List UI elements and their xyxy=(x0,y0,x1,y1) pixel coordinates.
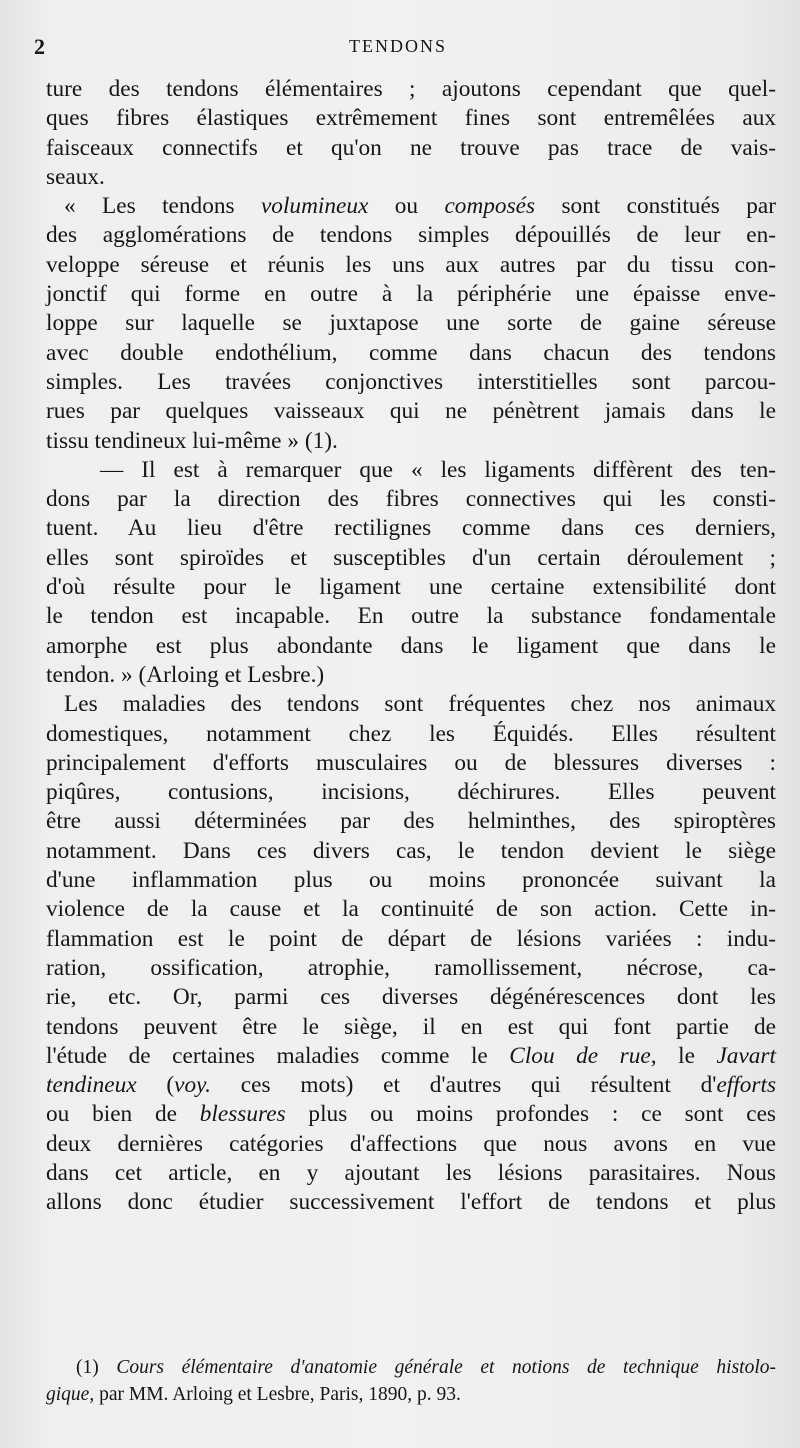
italic-text: tendineux xyxy=(46,1072,137,1099)
text-segment: principalement d'efforts musculaires ou de blessures diverses : xyxy=(46,749,776,776)
text-line xyxy=(46,544,776,573)
text-segment: sont constitués par xyxy=(535,193,777,220)
text-line xyxy=(46,866,776,895)
text-segment: tendons peuvent être le siège, il en est qui font partie de xyxy=(46,1013,776,1040)
text-segment: (1) xyxy=(76,1357,117,1378)
text-segment: avec double endothélium, comme dans chacun des tendons xyxy=(46,339,776,366)
text-segment: — Il est à remarquer que « les ligaments diffèrent des ten- xyxy=(100,456,776,483)
text-line xyxy=(46,456,776,485)
text-segment: faisceaux connectifs et qu'on ne trouve pas trace de vais- xyxy=(46,134,776,161)
text-segment: notamment. Dans ces divers cas, le tendon devient le siège xyxy=(46,837,776,864)
text-segment: rues par quelques vaisseaux qui ne pénètrent jamais dans le xyxy=(46,398,776,425)
text-segment: des agglomérations de tendons simples dépouillés de leur en- xyxy=(46,222,776,249)
text-segment: dons par la direction des fibres connectives qui les consti- xyxy=(46,486,776,513)
text-line xyxy=(46,251,776,280)
text-line xyxy=(46,192,776,221)
text-line xyxy=(46,1100,776,1129)
italic-text: blessures xyxy=(199,1101,286,1128)
text-line xyxy=(46,573,776,602)
text-segment: l'étude de certaines maladies comme le xyxy=(46,1042,510,1069)
text-line xyxy=(46,309,776,338)
text-segment: domestiques, notamment chez les Équidés. Elles résultent xyxy=(46,720,776,747)
text-line xyxy=(46,104,776,133)
text-line xyxy=(46,397,776,426)
running-head: TENDONS xyxy=(349,36,447,56)
text-segment: tuent. Au lieu d'être rectilignes comme dans ces derniers, xyxy=(46,515,776,542)
text-segment: ou bien de xyxy=(46,1101,200,1128)
text-line xyxy=(46,954,776,983)
italic-text: gique xyxy=(46,1384,90,1405)
text-segment: d'où résulte pour le ligament une certaine extensibilité dont xyxy=(46,574,776,601)
text-segment: ration, ossification, atrophie, ramollissement, nécrose, ca- xyxy=(46,954,776,981)
text-line xyxy=(46,1071,776,1100)
text-line xyxy=(46,983,776,1012)
text-line xyxy=(46,75,776,104)
text-segment: « Les tendons xyxy=(64,193,261,220)
text-line xyxy=(46,163,776,192)
text-segment: veloppe séreuse et réunis les uns aux autres par du tissu con- xyxy=(46,251,776,278)
text-line xyxy=(46,778,776,807)
text-segment: , par MM. Arloing et Lesbre, Paris, 1890, p. 93. xyxy=(89,1384,461,1405)
text-line xyxy=(46,1042,776,1071)
text-segment: allons donc étudier successivement l'effort de tendons et plus xyxy=(46,1189,776,1216)
italic-text: efforts xyxy=(716,1072,777,1099)
text-line xyxy=(46,485,776,514)
text-line xyxy=(46,661,776,690)
page-header xyxy=(30,34,766,62)
text-segment: piqûres, contusions, incisions, déchirures. Elles peuvent xyxy=(46,779,776,806)
text-line xyxy=(46,895,776,924)
text-segment: elles sont spiroïdes et susceptibles d'un certain déroulement ; xyxy=(46,544,776,571)
page-number: 2 xyxy=(34,34,45,59)
text-segment: amorphe est plus abondante dans le ligament que dans le xyxy=(46,632,776,659)
italic-text: volumineux xyxy=(260,193,369,220)
italic-text: composés xyxy=(444,193,536,220)
italic-text: Cours élémentaire d'anatomie générale et notions de technique histolo- xyxy=(116,1357,776,1378)
text-line xyxy=(46,221,776,250)
italic-text: voy. xyxy=(174,1072,211,1099)
text-segment: jonctif qui forme en outre à la périphérie une épaisse enve- xyxy=(46,281,776,308)
text-segment: d'une inflammation plus ou moins prononcée suivant la xyxy=(46,867,776,894)
text-line xyxy=(46,690,776,719)
text-segment: dans cet article, en y ajoutant les lésions parasitaires. Nous xyxy=(46,1159,776,1186)
text-segment: ques fibres élastiques extrêmement fines sont entremêlées aux xyxy=(46,105,776,132)
text-line xyxy=(46,280,776,309)
text-line xyxy=(46,368,776,397)
text-line xyxy=(46,1188,776,1217)
text-line xyxy=(46,749,776,778)
text-line xyxy=(46,837,776,866)
text-line xyxy=(46,427,776,456)
footnote-line xyxy=(46,1381,776,1408)
text-line xyxy=(46,925,776,954)
text-line xyxy=(46,807,776,836)
text-segment: deux dernières catégories d'affections que nous avons en vue xyxy=(46,1130,776,1157)
footnote xyxy=(46,1354,776,1408)
text-segment: Les maladies des tendons sont fréquentes chez nos animaux xyxy=(64,691,776,718)
text-line xyxy=(46,134,776,163)
footnote-line xyxy=(46,1354,776,1381)
text-segment: ces mots) et d'autres qui résultent d' xyxy=(211,1072,717,1099)
italic-text: Clou de rue xyxy=(509,1042,651,1069)
text-line xyxy=(46,602,776,631)
text-line xyxy=(46,1159,776,1188)
text-segment: être aussi déterminées par des helminthes, des spiroptères xyxy=(46,808,776,835)
text-segment: ou xyxy=(368,193,445,220)
text-segment: flammation est le point de départ de lésions variées : indu- xyxy=(46,925,776,952)
text-segment: ture des tendons élémentaires ; ajoutons cependant que quel- xyxy=(46,76,776,102)
text-segment: ( xyxy=(136,1072,175,1099)
text-segment: loppe sur laquelle se juxtapose une sorte de gaine séreuse xyxy=(46,310,776,337)
text-line xyxy=(46,1130,776,1159)
text-segment: rie, etc. Or, parmi ces diverses dégénérescences dont les xyxy=(46,984,776,1011)
text-segment: plus ou moins profondes : ce sont ces xyxy=(285,1101,776,1128)
body-text xyxy=(46,75,776,1218)
text-line xyxy=(46,632,776,661)
text-segment: simples. Les travées conjonctives interstitielles sont parcou- xyxy=(46,368,776,395)
text-segment: violence de la cause et la continuité de son action. Cette in- xyxy=(46,896,776,923)
italic-text: Javart xyxy=(716,1042,776,1069)
text-segment: seaux. xyxy=(46,163,105,190)
text-line xyxy=(46,339,776,368)
text-segment: le tendon est incapable. En outre la substance fondamentale xyxy=(46,603,776,630)
text-line xyxy=(46,720,776,749)
text-segment: , le xyxy=(650,1042,717,1069)
text-segment: tissu tendineux lui-même » (1). xyxy=(46,427,338,454)
text-line xyxy=(46,514,776,543)
text-line xyxy=(46,1013,776,1042)
text-segment: tendon. » (Arloing et Lesbre.) xyxy=(46,661,325,688)
